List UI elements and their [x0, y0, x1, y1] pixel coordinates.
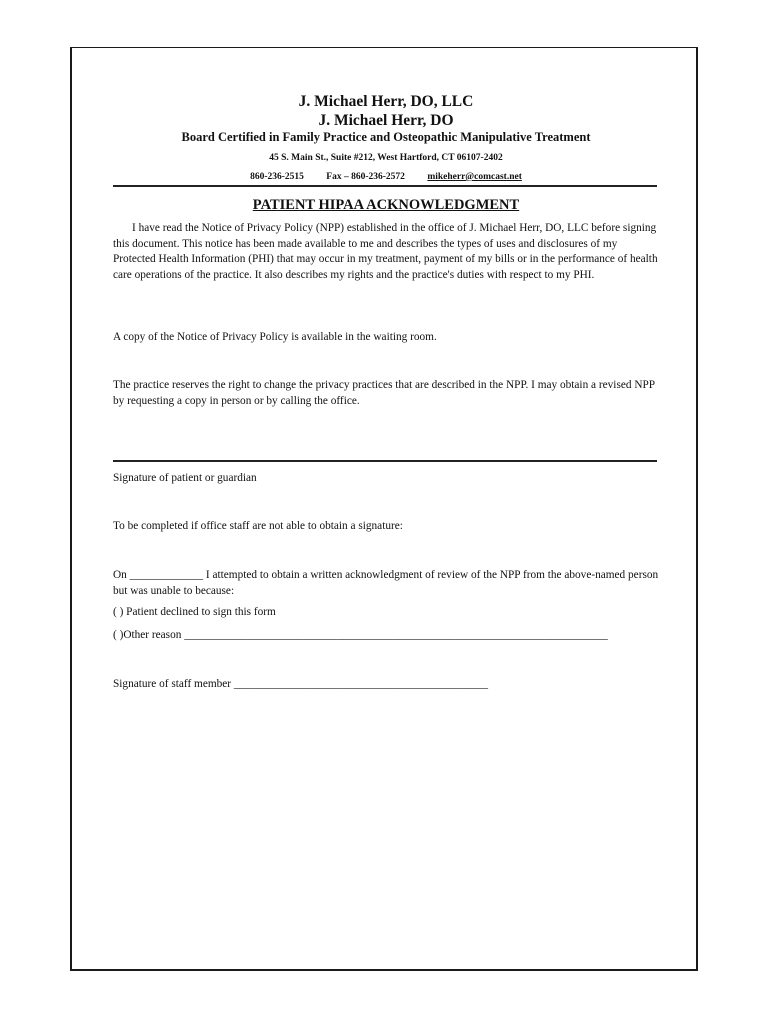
policy-change-paragraph: The practice reserves the right to change the privacy practices that are described in the NPP. I may obtain a revised NPP by requesting a copy in person or by calling the office.: [113, 379, 655, 407]
staff-signature-field[interactable]: Signature of staff member _____________________________________________: [113, 678, 489, 690]
company-name: J. Michael Herr, DO, LLC: [298, 93, 474, 110]
policy-availability-paragraph: A copy of the Notice of Privacy Policy is available in the waiting room.: [113, 331, 437, 343]
certification-line: Board Certified in Family Practice and Osteopathic Manipulative Treatment: [181, 130, 591, 144]
header-divider: [113, 185, 657, 187]
patient-signature-line[interactable]: [113, 460, 657, 462]
acknowledgment-paragraph: I have read the Notice of Privacy Policy (NPP) established in the office of J. Michael Herr, DO, LLC before signing this document. This notice has been made available to me and describes the types of uses and disclosures of my Protected Health Information (PHI) that may occur in my treatment, payment of my bills or in the performance of health care operations of the practice. It also describes my rights and the practice's duties with respect to my PHI.: [113, 222, 658, 281]
document-title: PATIENT HIPAA ACKNOWLEDGMENT: [252, 197, 520, 213]
patient-signature-label: Signature of patient or guardian: [113, 472, 257, 484]
option-patient-declined[interactable]: ( ) Patient declined to sign this form: [113, 606, 276, 618]
fax-number: Fax – 860-236-2572: [326, 172, 405, 182]
doctor-name: J. Michael Herr, DO: [318, 112, 454, 129]
email-link[interactable]: mikeherr@comcast.net: [427, 172, 522, 182]
attempt-statement: On _____________ I attempted to obtain a written acknowledgment of review of the NPP from the above-named person but was unable to because:: [113, 569, 659, 597]
address-line: 45 S. Main St., Suite #212, West Hartford, CT 06107-2402: [269, 153, 503, 163]
option-other-reason[interactable]: ( )Other reason ___________________________________________________________________________: [113, 629, 608, 641]
staff-instruction: To be completed if office staff are not able to obtain a signature:: [113, 520, 403, 532]
phone-number: 860-236-2515: [250, 172, 304, 182]
contact-line: [113, 172, 659, 182]
